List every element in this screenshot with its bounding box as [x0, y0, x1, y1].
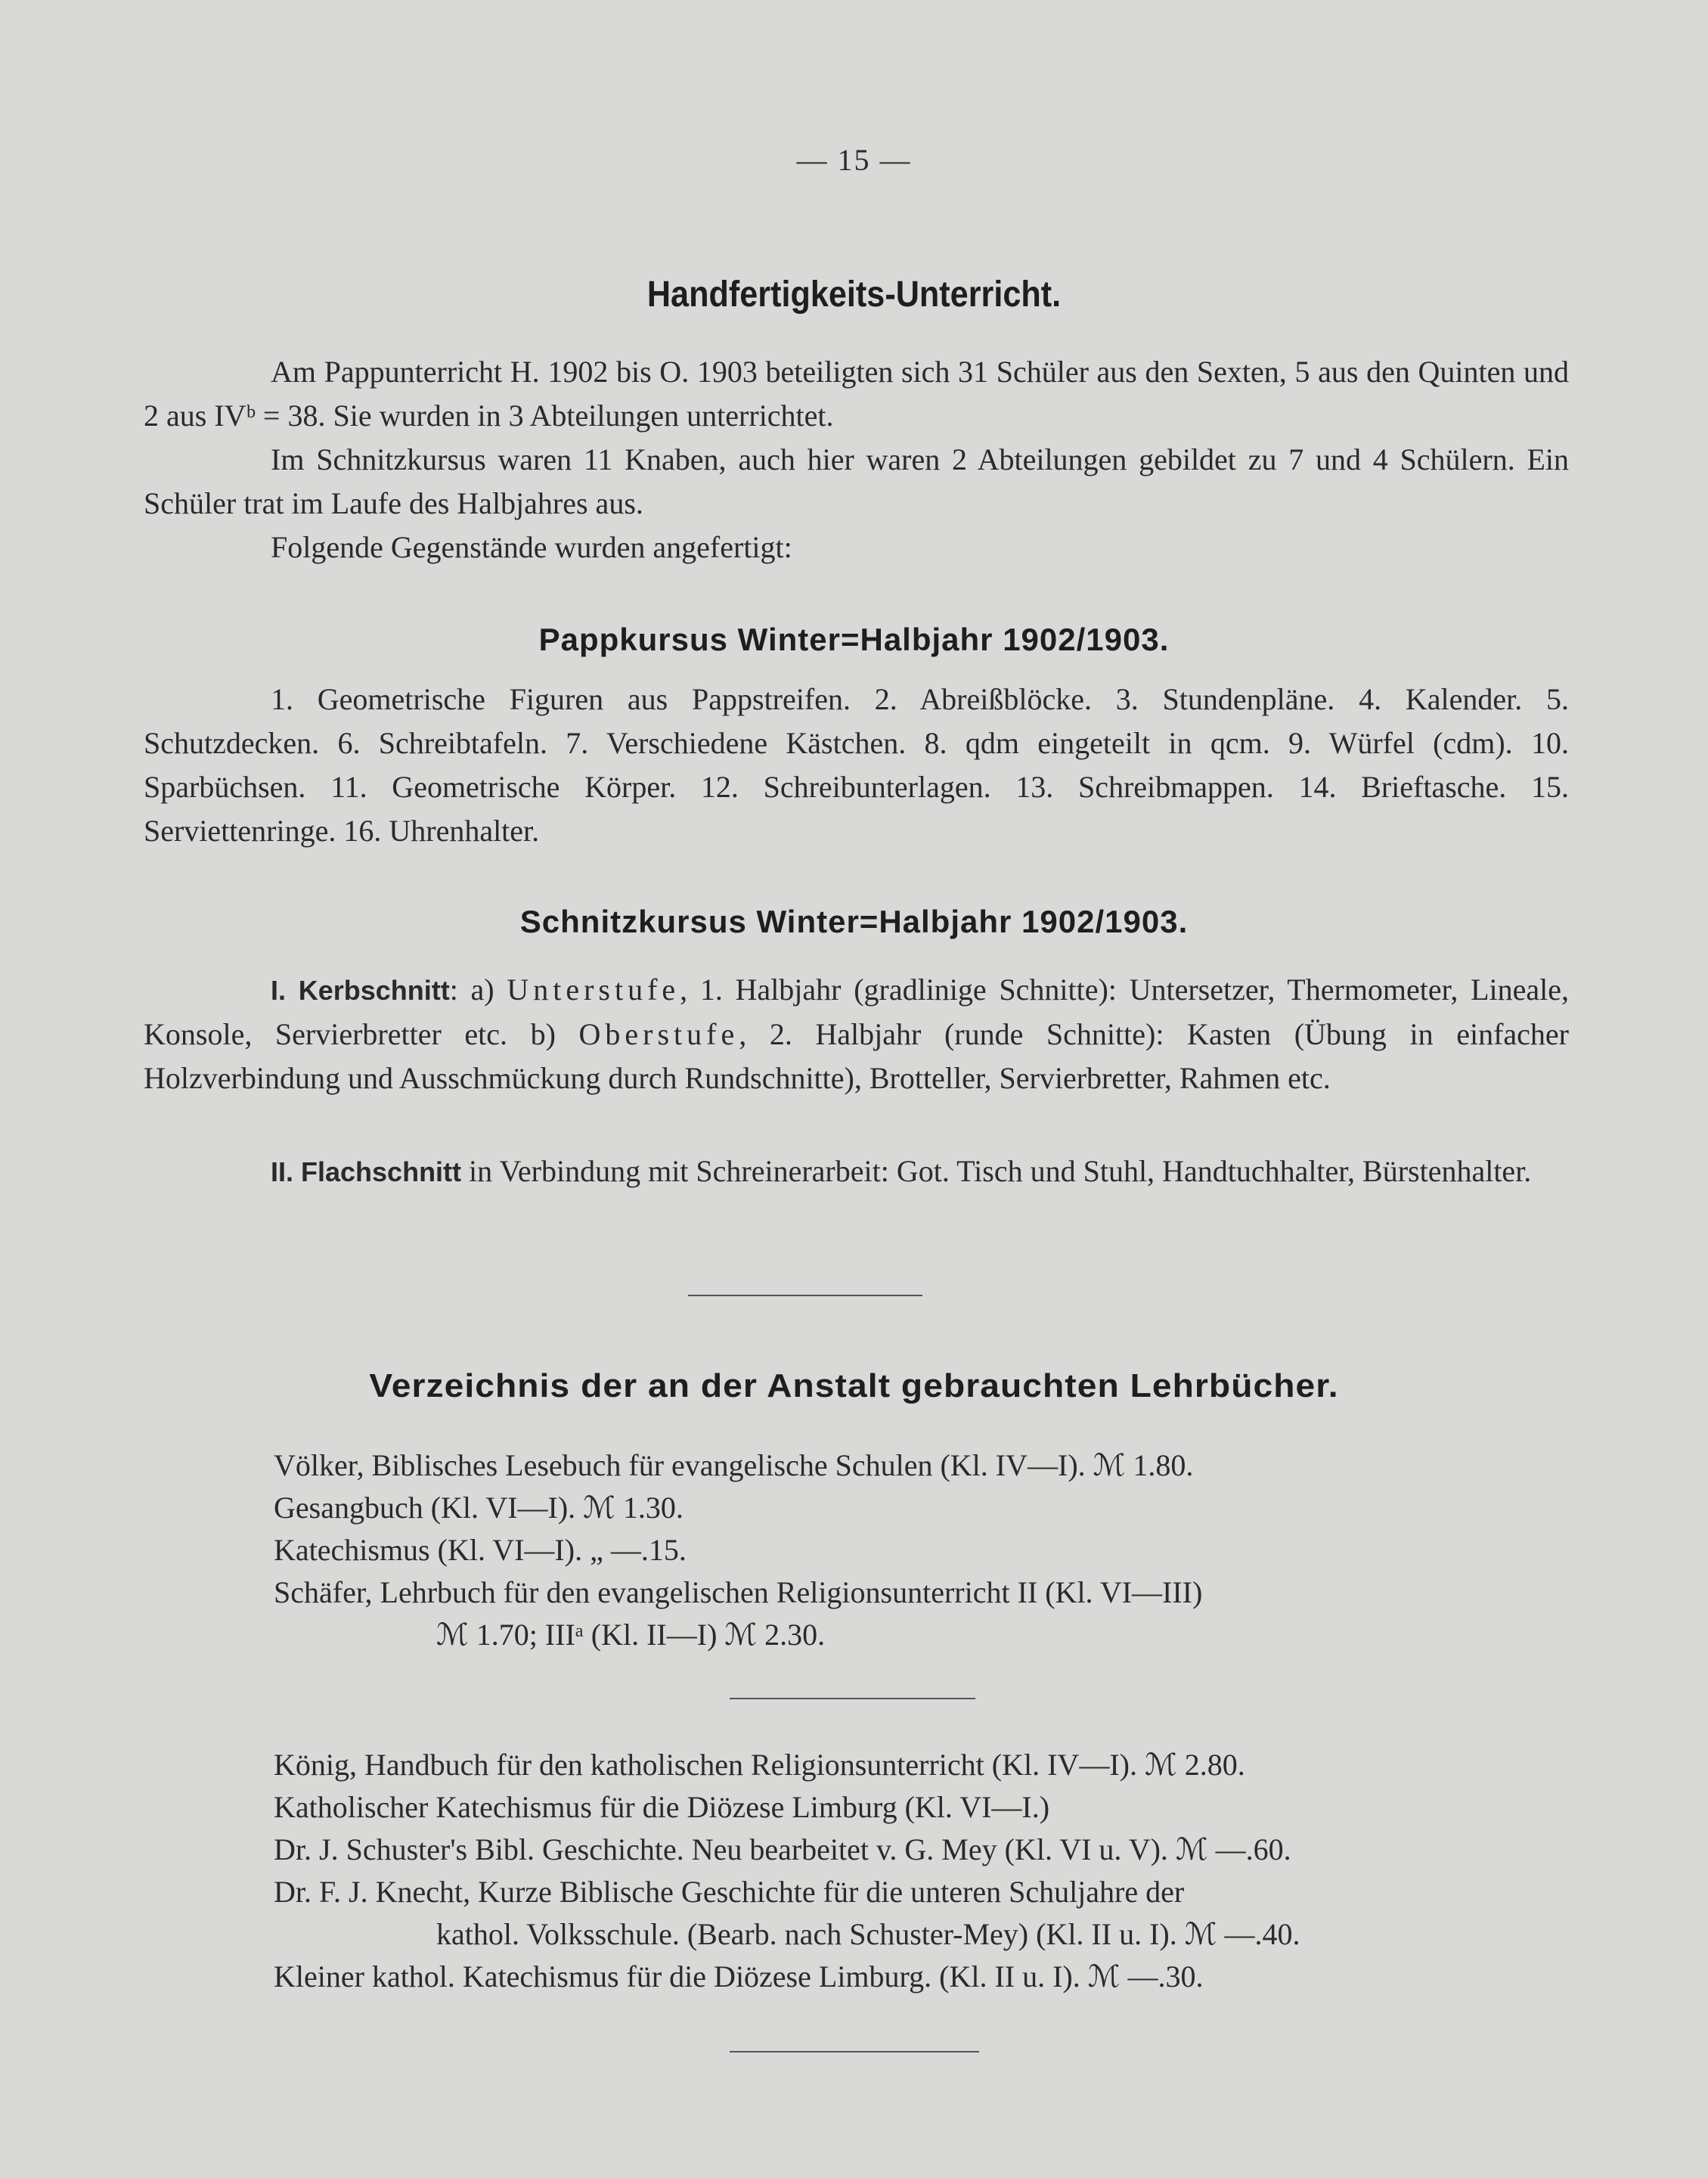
list-evangelisch	[274, 1444, 1442, 1656]
paragraph-flachschnitt	[144, 1150, 1569, 1194]
kerbschnitt-unterstufe: Unterstufe	[507, 973, 680, 1007]
kerbschnitt-text-2: , 2. Halbjahr (runde Schnitte): Kasten (Übung in einfacher Holzverbindung und Ausschmückung durch Rundschnitte), Brotteller, Servierbretter, Rahmen etc.	[144, 1017, 1569, 1095]
list-item: Katechismus (Kl. VI—I). „ —.15.	[274, 1533, 687, 1567]
page-number: — 15 —	[796, 143, 912, 177]
heading-schnitzkursus: Schnitzkursus Winter=Halbjahr 1902/1903.	[519, 904, 1189, 939]
list-item-continuation: ℳ 1.70; IIIᵃ (Kl. II—I) ℳ 2.30.	[436, 1618, 826, 1652]
kerbschnitt-text-1: , 1. Halbjahr (gradlinige Schnitte): Untersetzer, Thermometer, Lineale, Konsole, Servierbretter etc. b)	[144, 973, 1569, 1051]
list-item: Dr. J. Schuster's Bibl. Geschichte. Neu bearbeitet v. G. Mey (Kl. VI u. V). ℳ —.60.	[274, 1832, 1291, 1866]
list-item: Katholischer Katechismus für die Diözese Limburg (Kl. VI—I.)	[274, 1790, 1050, 1824]
list-item-continuation: kathol. Volksschule. (Bearb. nach Schuster-Mey) (Kl. II u. I). ℳ —.40.	[436, 1917, 1300, 1951]
paragraph-pappkursus-items: 1. Geometrische Figuren aus Pappstreifen. 2. Abreißblöcke. 3. Stundenpläne. 4. Kalender. 5. Schutzdecken. 6. Schreibtafeln. 7. Verschiedene Kästchen. 8. qdm eingeteilt in qcm. 9. Würfel (cdm). 10. Sparbüchsen. 11. Geometrische Körper. 12. Schreibunterlagen. 13. Schreibmappen. 14. Brieftasche. 15. Serviettenringe. 16. Uhrenhalter.	[144, 682, 1569, 848]
heading-lehrbuecher: Verzeichnis der an der Anstalt gebrauchten Lehrbücher.	[369, 1367, 1339, 1404]
paragraph-pappunterricht: Am Pappunterricht H. 1902 bis O. 1903 beteiligten sich 31 Schüler aus den Sexten, 5 aus den Quinten und 2 aus IVᵇ = 38. Sie wurden in 3 Abteilungen unterrichtet.	[144, 355, 1569, 433]
heading-pappkursus: Pappkursus Winter=Halbjahr 1902/1903.	[538, 622, 1170, 657]
list-item: König, Handbuch für den katholischen Religionsunterricht (Kl. IV—I). ℳ 2.80.	[274, 1748, 1245, 1782]
section-title-handfertigkeit: Handfertigkeits-Unterricht.	[646, 275, 1062, 315]
divider-rule-1	[688, 1295, 922, 1296]
list-item: Schäfer, Lehrbuch für den evangelischen Religionsunterricht II (Kl. VI—III)	[274, 1575, 1203, 1609]
list-item: Dr. F. J. Knecht, Kurze Biblische Geschichte für die unteren Schuljahre der	[274, 1875, 1185, 1909]
kerbschnitt-oberstufe: Oberstufe	[578, 1017, 739, 1051]
divider-rule-2	[730, 1698, 975, 1699]
paragraph-schnitzkursus: Im Schnitzkursus waren 11 Knaben, auch hier waren 2 Abteilungen gebildet zu 7 und 4 Schülern. Ein Schüler trat im Laufe des Halbjahres aus.	[144, 442, 1569, 520]
kerbschnitt-a: a)	[470, 973, 494, 1007]
divider-rule-3	[730, 2051, 979, 2052]
kerbschnitt-label: I. Kerbschnitt	[271, 975, 450, 1006]
list-item: Kleiner kathol. Katechismus für die Diözese Limburg. (Kl. II u. I). ℳ —.30.	[274, 1959, 1204, 1993]
flachschnitt-text: in Verbindung mit Schreinerarbeit: Got. Tisch und Stuhl, Handtuchhalter, Bürstenhalter.	[469, 1154, 1532, 1188]
paragraph-kerbschnitt: I. Kerbschnitt: a) Unterstufe, 1. Halbjahr (gradlinige Schnitte): Untersetzer, Thermometer, Lineale, Konsole, Servierbretter etc. b) Oberstufe, 2. Halbjahr (runde Schnitte): Kasten (Übung in einfacher Holzverbindung und Ausschmückung durch Rundschnitte), Brotteller, Servierbretter, Rahmen etc.	[144, 973, 1569, 1095]
list-katholisch	[274, 1744, 1442, 1998]
flachschnitt-label: II. Flachschnitt	[271, 1156, 462, 1187]
list-item: Völker, Biblisches Lesebuch für evangelische Schulen (Kl. IV—I). ℳ 1.80.	[274, 1448, 1194, 1482]
paragraph-gegenstaende: Folgende Gegenstände wurden angefertigt:	[271, 530, 792, 564]
list-item: Gesangbuch (Kl. VI—I). ℳ 1.30.	[274, 1491, 684, 1525]
